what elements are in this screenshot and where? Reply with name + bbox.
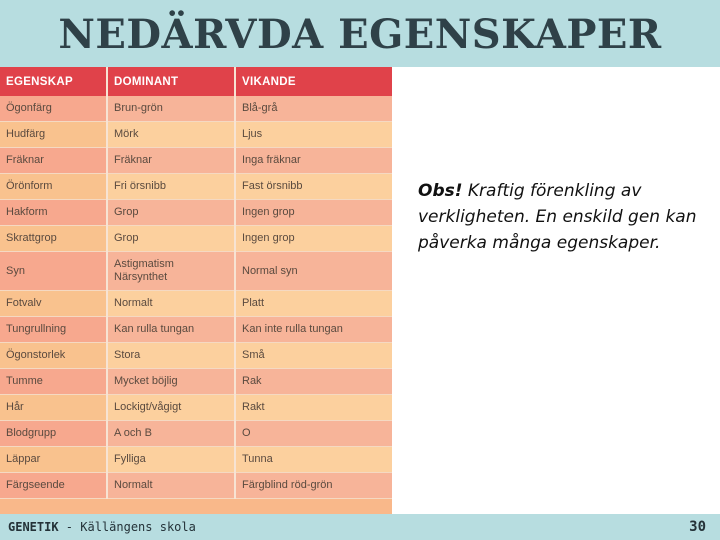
recessive-cell: Fast örsnibb: [235, 174, 392, 200]
trait-cell: Fräknar: [0, 148, 107, 174]
traits-table: [0, 67, 392, 499]
trait-cell: Blodgrupp: [0, 421, 107, 447]
dominant-cell: Stora: [107, 343, 235, 369]
column-header-dominant: DOMINANT: [107, 67, 235, 96]
dominant-cell: Grop: [107, 226, 235, 252]
dominant-cell: Fylliga: [107, 447, 235, 473]
trait-cell: Fotvalv: [0, 291, 107, 317]
dominant-cell: Mörk: [107, 122, 235, 148]
table-row: [0, 317, 392, 343]
recessive-cell: Rak: [235, 369, 392, 395]
table-row: [0, 395, 392, 421]
note-label: Obs!: [418, 181, 463, 201]
dominant-cell: Astigmatism Närsynthet: [107, 252, 235, 291]
table-row: [0, 200, 392, 226]
recessive-cell: Ingen grop: [235, 226, 392, 252]
recessive-cell: Färgblind röd-grön: [235, 473, 392, 499]
table-row: [0, 291, 392, 317]
dominant-cell: Brun-grön: [107, 96, 235, 122]
column-header-trait: EGENSKAP: [0, 67, 107, 96]
trait-cell: Färgseende: [0, 473, 107, 499]
recessive-cell: Kan inte rulla tungan: [235, 317, 392, 343]
table-row: [0, 421, 392, 447]
dominant-cell: A och B: [107, 421, 235, 447]
dominant-cell: Fräknar: [107, 148, 235, 174]
trait-cell: Skrattgrop: [0, 226, 107, 252]
table-row: [0, 252, 392, 291]
recessive-cell: Tunna: [235, 447, 392, 473]
table-row: [0, 369, 392, 395]
table-row: [0, 96, 392, 122]
table-header-row: [0, 67, 392, 96]
table-row: [0, 148, 392, 174]
traits-table-panel: [0, 67, 392, 514]
table-row: [0, 122, 392, 148]
dominant-cell: Kan rulla tungan: [107, 317, 235, 343]
table-row: [0, 447, 392, 473]
trait-cell: Ögonstorlek: [0, 343, 107, 369]
table-row: [0, 343, 392, 369]
trait-cell: Tumme: [0, 369, 107, 395]
footer-school: - Källängens skola: [58, 520, 196, 534]
recessive-cell: Platt: [235, 291, 392, 317]
trait-cell: Läppar: [0, 447, 107, 473]
trait-cell: Ögonfärg: [0, 96, 107, 122]
title-bar: [0, 0, 720, 67]
recessive-cell: Rakt: [235, 395, 392, 421]
footer-subject: GENETIK: [8, 520, 59, 534]
note-text: [418, 178, 708, 256]
column-header-recessive: VIKANDE: [235, 67, 392, 96]
recessive-cell: Ljus: [235, 122, 392, 148]
trait-cell: Örönform: [0, 174, 107, 200]
trait-cell: Tungrullning: [0, 317, 107, 343]
recessive-cell: Ingen grop: [235, 200, 392, 226]
recessive-cell: O: [235, 421, 392, 447]
trait-cell: Hår: [0, 395, 107, 421]
recessive-cell: Normal syn: [235, 252, 392, 291]
recessive-cell: Inga fräknar: [235, 148, 392, 174]
table-row: [0, 226, 392, 252]
dominant-cell: Grop: [107, 200, 235, 226]
dominant-cell: Fri örsnibb: [107, 174, 235, 200]
trait-cell: Syn: [0, 252, 107, 291]
page-number: 30: [689, 519, 706, 535]
dominant-cell: Lockigt/vågigt: [107, 395, 235, 421]
trait-cell: Hudfärg: [0, 122, 107, 148]
trait-cell: Hakform: [0, 200, 107, 226]
dominant-cell: Normalt: [107, 473, 235, 499]
table-row: [0, 473, 392, 499]
note-body: Kraftig förenkling av verkligheten. En enskild gen kan påverka många egenskaper.: [418, 181, 697, 253]
footer-bar: [0, 514, 720, 540]
dominant-cell: Normalt: [107, 291, 235, 317]
footer-course: [8, 520, 196, 534]
slide-title: NEDÄRVDA EGENSKAPER: [58, 11, 662, 58]
recessive-cell: Blå-grå: [235, 96, 392, 122]
dominant-cell: Mycket böjlig: [107, 369, 235, 395]
table-row: [0, 174, 392, 200]
recessive-cell: Små: [235, 343, 392, 369]
